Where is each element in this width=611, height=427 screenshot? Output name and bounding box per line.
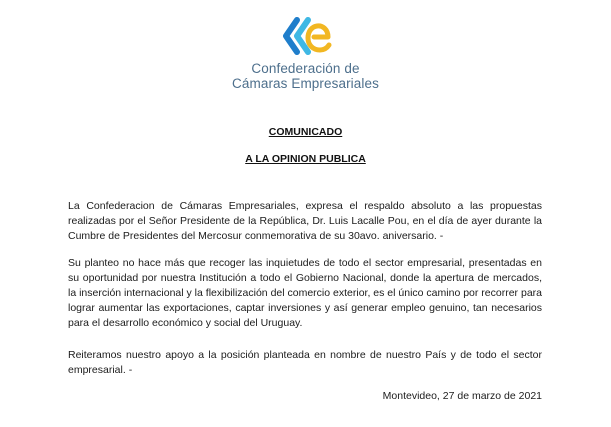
paragraph-1: La Confederacion de Cámaras Empresariales, expresa el respaldo absoluto a las propuestas realizadas por el Señor Presidente de la República, Dr. Luis Lacalle Pou, en el día de ayer durante la Cumbre de Presidentes del Mercosur conmemorativa de su 30avo. aniversario. - [68, 200, 542, 242]
organization-logo [0, 14, 611, 91]
document-title: COMUNICADO [268, 126, 343, 138]
signature-date: Montevideo, 27 de marzo de 2021 [382, 390, 542, 402]
document-subtitle: A LA OPINION PUBLICA [245, 153, 366, 165]
logo-line-1: Confederación de [251, 61, 360, 76]
paragraph-2: Su planteo no hace más que recoger las inquietudes de todo el sector empresarial, presentadas en su oportunidad por nuestra Institución a todo el Gobierno Nacional, donde la apertura de mercados, la inserción internacional y la flexibilización del comercio exterior, es el único camino por recorrer para lograr aumentar las exportaciones, captar inversiones y así generar empleo genuino, tan necesarios para el desarrollo económico y social del Uruguay. [68, 257, 542, 329]
logo-line-2: Cámaras Empresariales [232, 76, 379, 91]
paragraph-3: Reiteramos nuestro apoyo a la posición planteada en nombre de nuestro País y de todo el sector empresarial. - [68, 349, 542, 376]
cce-logo-icon [276, 14, 336, 58]
logo-wordmark [0, 61, 611, 91]
